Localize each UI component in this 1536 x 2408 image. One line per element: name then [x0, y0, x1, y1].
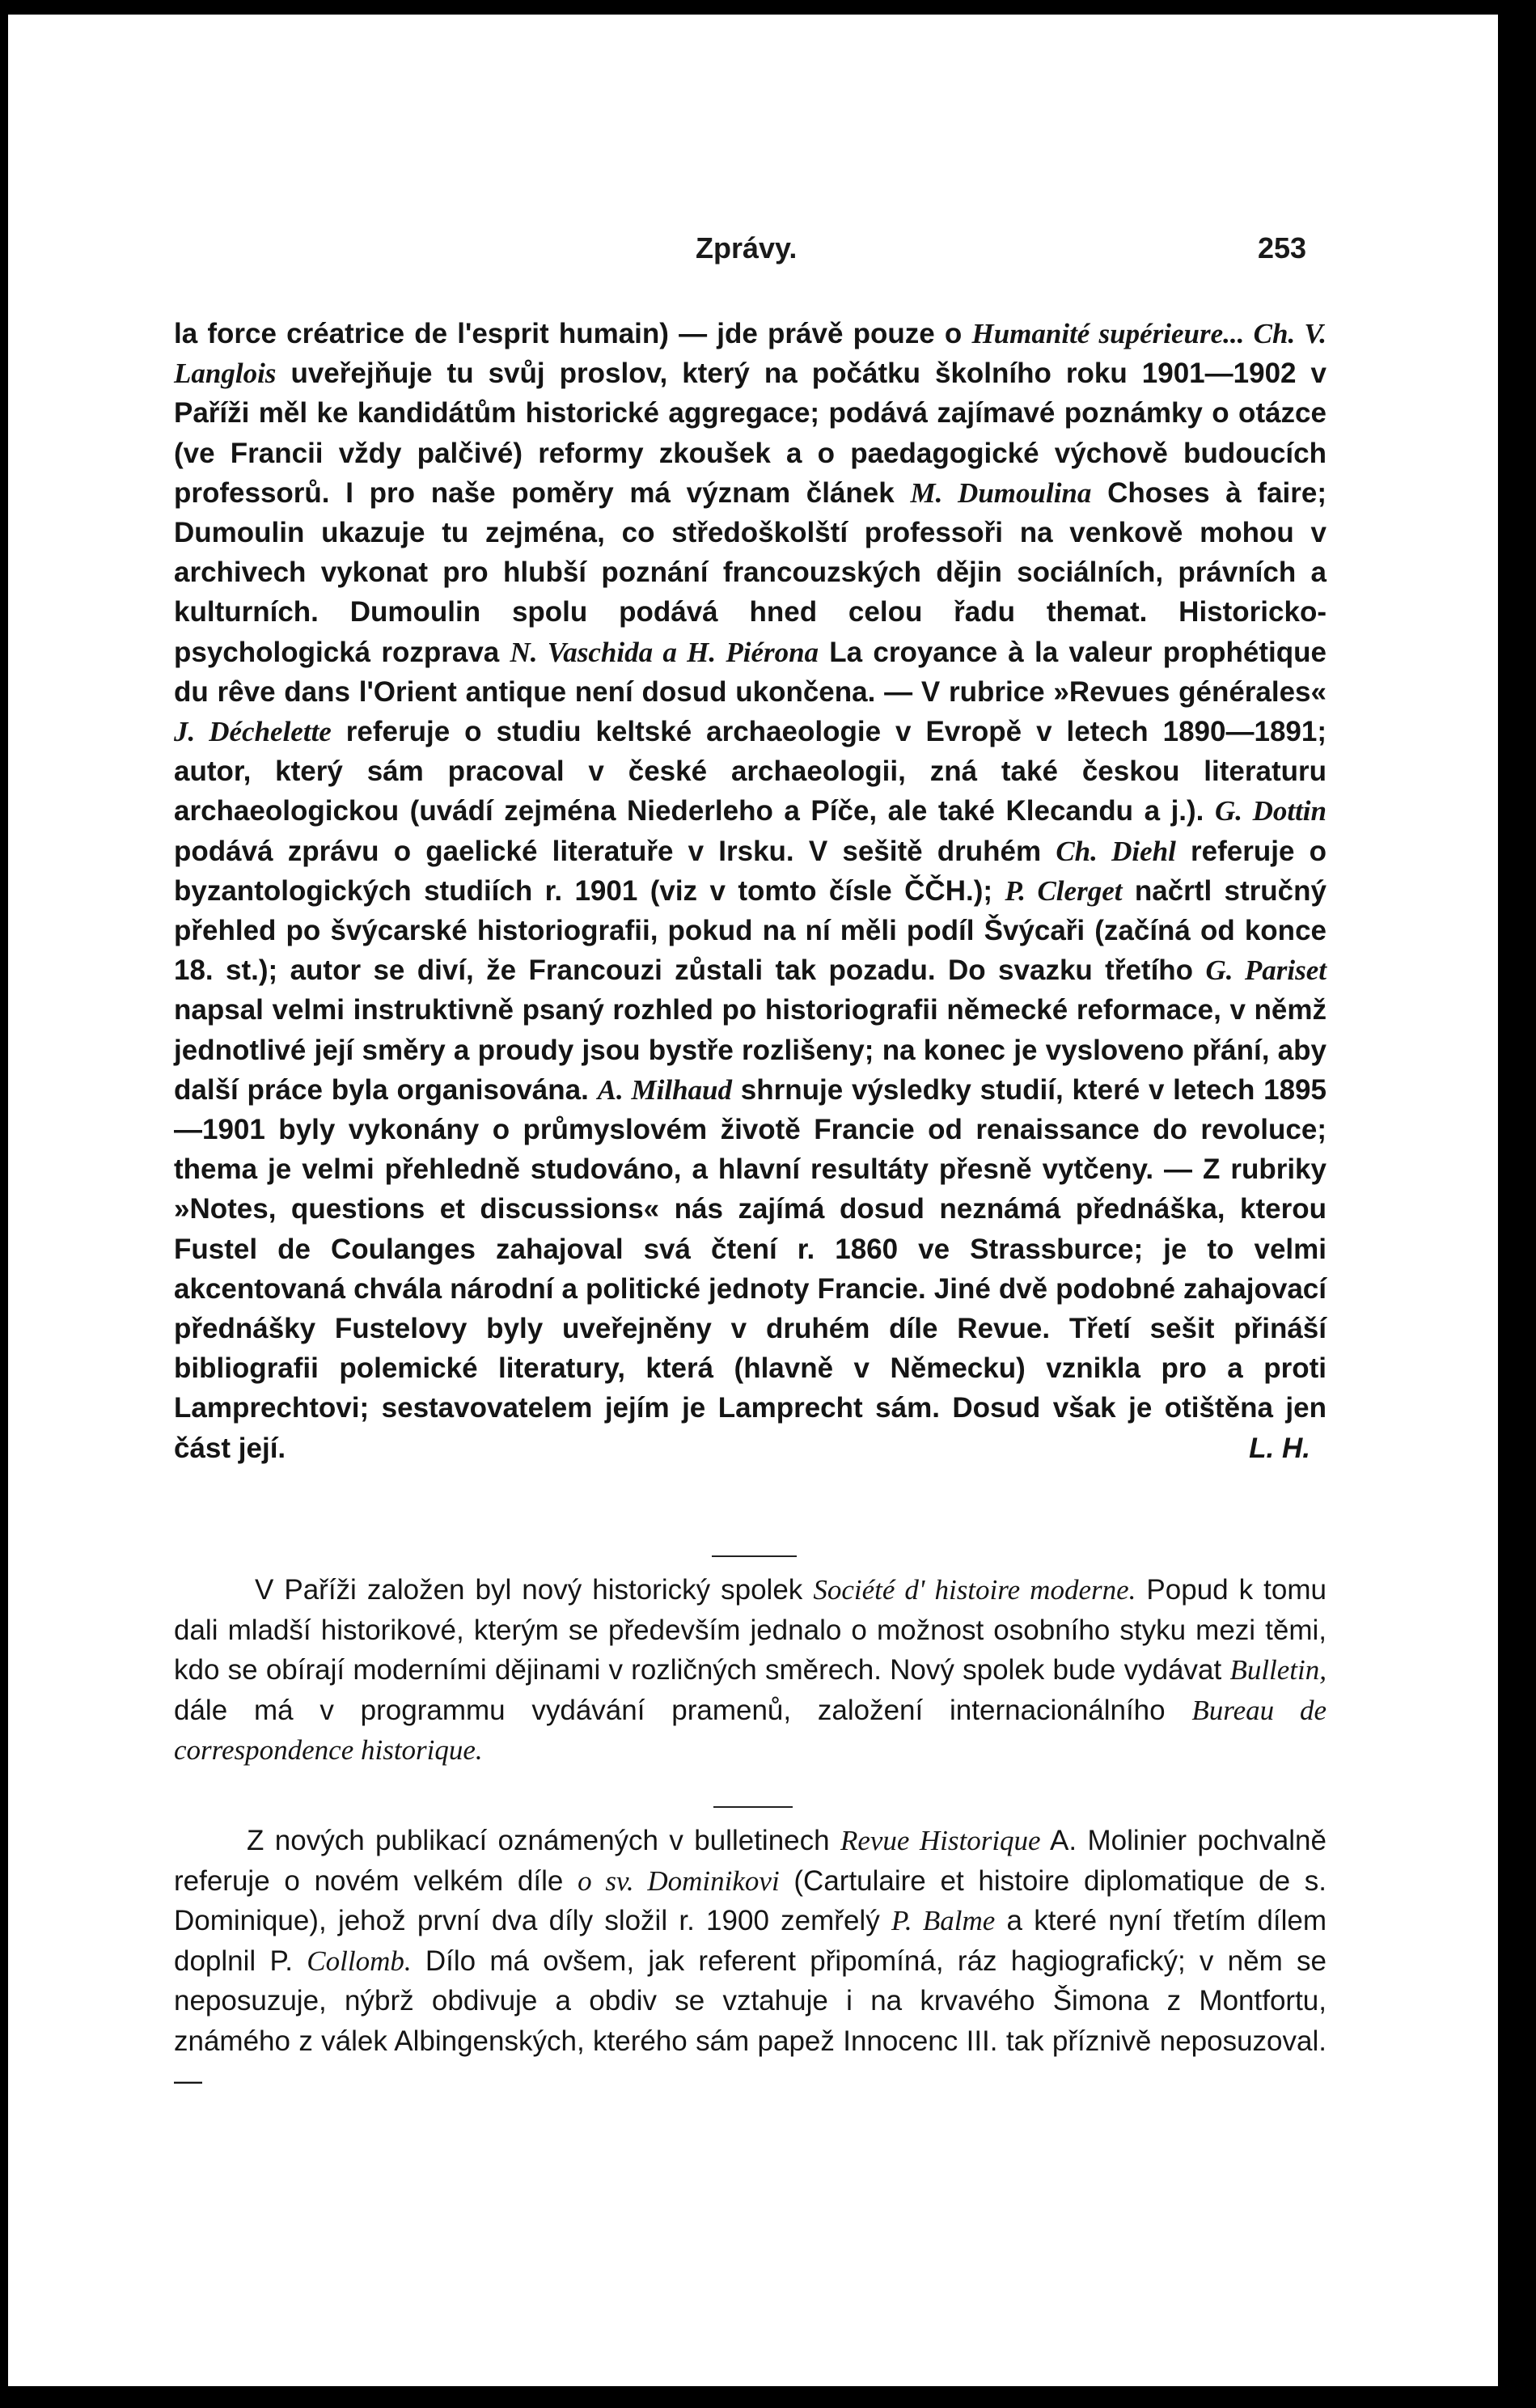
paragraph-text: la force créatrice de l'esprit humain) — jde právě pouze o Humanité supérieure... Ch. V. Langlois uveřejňuje tu svůj proslov, který na počátku školního roku 1901—1902 v Paříži měl ke kandidátům historické aggregace; podává zajímavé poznámky o otázce (ve Francii vždy palčivé) reformy zkoušek a o paedagogické výchově budoucích professorů. I pro naše poměry má význam článek M. Dumoulina Choses à faire; Dumoulin ukazuje tu zejména, co středoškolští professoři na venkově mohou v archivech vykonat pro hlubší poznání francouzských dějin sociálních, právních a kulturních. Dumoulin spolu podává hned celou řadu themat. Historicko-psychologická rozprava N. Vaschida a H. Piérona La croyance à la valeur prophétique du rêve dans l'Orient antique není dosud ukončena. — V rubrice »Revues générales« J. Déchelette referuje o studiu keltské archaeologie v Evropě v letech 1890—1891; autor, který sám pracoval v české archaeologii, zná také českou literaturu archaeologickou (uvádí zejména Niederleho a Píče, ale také Klecandu a j.). G. Dottin podává zprávu o gaelické literatuře v Irsku. V sešitě druhém Ch. Diehl referuje o byzantologických studiích r. 1901 (viz v tomto čísle ČČH.); P. Clerget načrtl stručný přehled po švýcarské historiografii, pokud na ní měli podíl Švýcaři (začíná od konce 18. st.); autor se diví, že Francouzi zůstali tak pozadu. Do svazku třetího G. Pariset napsal velmi instruktivně psaný rozhled po historiografii německé reformace, v němž jednotlivé její směry a proudy jsou bystře rozlišeny; na konec je vysloveno přání, aby další práce byla organisována. A. Milhaud shrnuje výsledky studií, které v letech 1895—1901 byly vykonány o průmyslovém životě Francie od renaissance do revoluce; thema je velmi přehledně studováno, a hlavní resultáty přesně vytčeny. — Z rubriky »Notes, questions et discussions« nás zajímá dosud neznámá přednáška, kterou Fustel de Coulanges zahajoval svá čtení r. 1860 ve Strassburce; je to velmi akcentovaná chvála národní a politické jednoty Francie. Jiné dvě podobné zahajovací přednášky Fustelovy byly uveřejněny v druhém díle Revue. Třetí sešit přináší bibliografii polemické literatury, která (hlavně v Německu) vznikla pro a proti Lamprechtovi; sestavovatelem jejím je Lamprecht sám. Dosud však je otištěna jen část její. L. H. — [174, 314, 1327, 1468]
page — [8, 15, 1498, 2386]
paragraph-text: Z nových publikací oznámených v bulletinech Revue Historique A. Molinier pochvalně referuje o novém velkém díle o sv. Dominikovi (Cartulaire et histoire diplomatique de s. Dominique), jehož první dva díly složil r. 1900 zemřelý P. Balme a které nyní třetím dílem doplnil P. Collomb. Dílo má ovšem, jak referent připomíná, ráz hagiografický; v něm se neposuzuje, nýbrž obdivuje a obdiv se vztahuje i na krvavého Šimona z Montfortu, známého z válek Albingenských, kterého sám papež Innocenc III. tak příznivě neposuzoval. — — [174, 1825, 1327, 2097]
page-number: 253 — [1258, 231, 1307, 264]
paragraph-revue-synthese — [174, 314, 1327, 1468]
paragraph-societe-histoire-moderne — [174, 1570, 1327, 1771]
page-header — [8, 231, 1498, 272]
section-divider — [713, 1806, 793, 1808]
author-signature: L. H. — [1249, 1432, 1310, 1464]
paragraph-revue-historique — [174, 1821, 1327, 2101]
section-divider — [712, 1555, 797, 1557]
running-title: Zprávy. — [696, 231, 798, 264]
paragraph-text: V Paříži založen byl nový historický spolek Société d' histoire moderne. Popud k tomu dali mladší historikové, kterým se především jednalo o možnost osobního styku mezi těmi, kdo se obírají moderními dějinami v rozličných směrech. Nový spolek bude vydávat Bulletin, dále má v programmu vydávání pramenů, založení internacionálního Bureau de correspondence historique. — [174, 1574, 1327, 1766]
